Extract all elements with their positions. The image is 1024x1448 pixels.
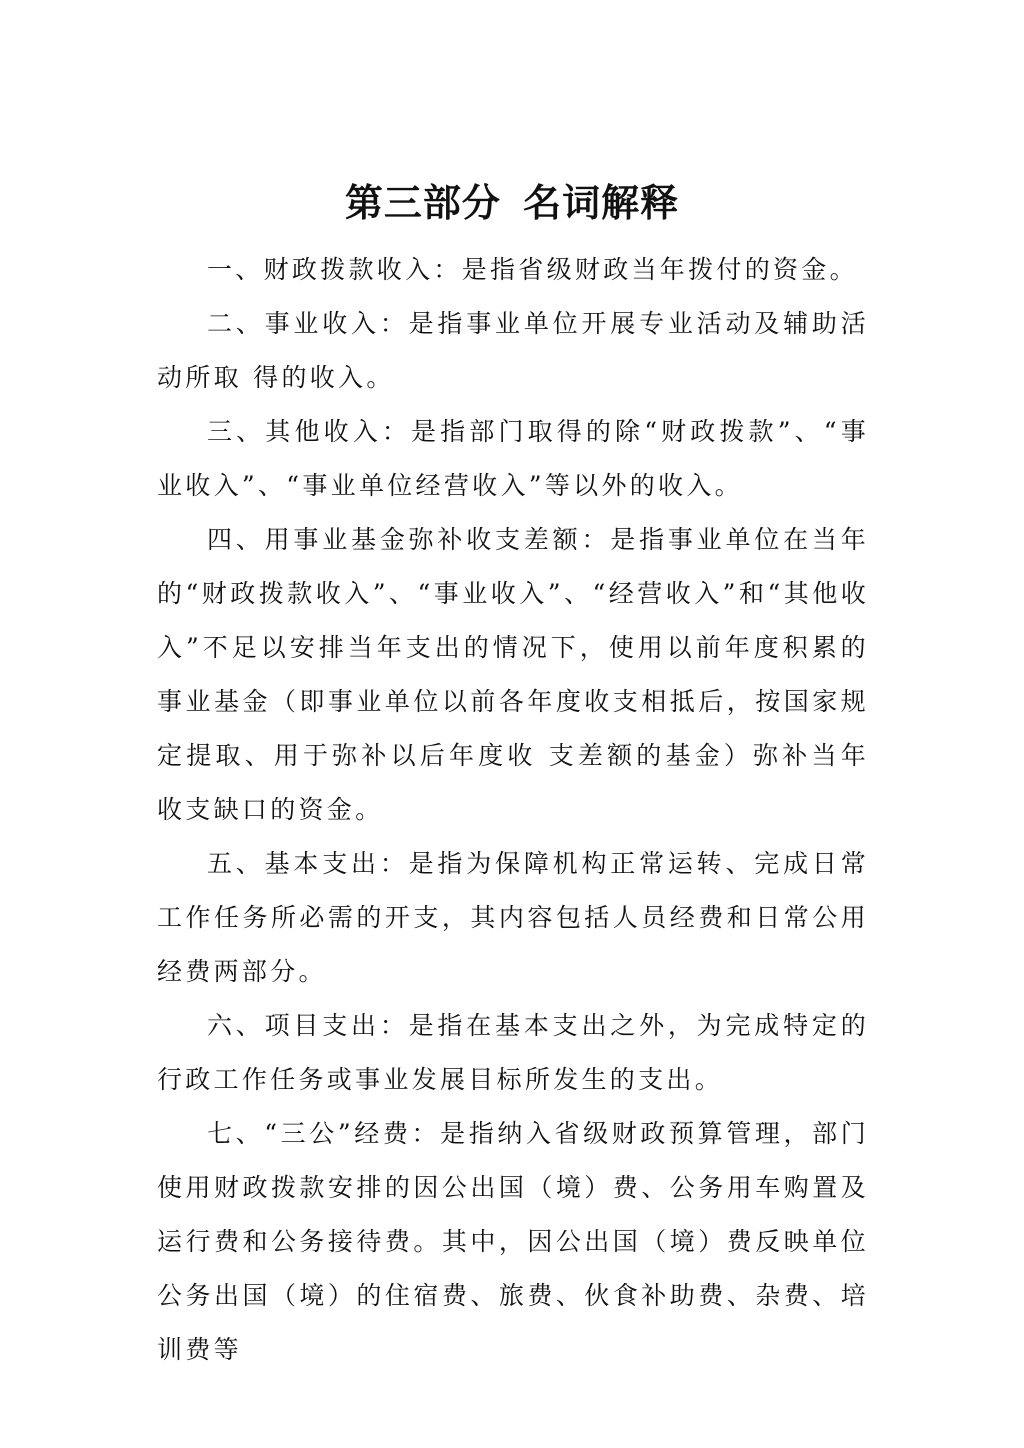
paragraph-5: 五、基本支出：是指为保障机构正常运转、完成日常工作任务所必需的开支，其内容包括人员经费和日常公用经费两部分。: [157, 849, 869, 986]
document-body: [157, 243, 869, 1377]
paragraph-7: 七、“三公”经费：是指纳入省级财政预算管理，部门使用财政拨款安排的因公出国（境）费、公务用车购置及运行费和公务接待费。其中，因公出国（境）费反映单位公务出国（境）的住宿费、旅费、伙食补助费、杂费、培训费等: [157, 1119, 869, 1364]
paragraph-2: 二、事业收入：是指事业单位开展专业活动及辅助活动所取 得的收入。: [157, 309, 869, 392]
page-title: 第三部分 名词解释: [344, 181, 680, 225]
paragraph-3: 三、其他收入：是指部门取得的除“财政拨款”、“事业收入”、“事业单位经营收入”等以外的收入。: [157, 417, 869, 500]
paragraph-6: 六、项目支出：是指在基本支出之外，为完成特定的行政工作任务或事业发展目标所发生的支出。: [157, 1011, 869, 1094]
paragraph-4: 四、用事业基金弥补收支差额：是指事业单位在当年的“财政拨款收入”、“事业收入”、“经营收入”和“其他收入”不足以安排当年支出的情况下，使用以前年度积累的事业基金（即事业单位以前各年度收支相抵后，按国家规定提取、用于弥补以后年度收 支差额的基金）弥补当年收支缺口的资金。: [157, 525, 869, 824]
paragraph-1: 一、财政拨款收入：是指省级财政当年拨付的资金。: [207, 255, 858, 284]
